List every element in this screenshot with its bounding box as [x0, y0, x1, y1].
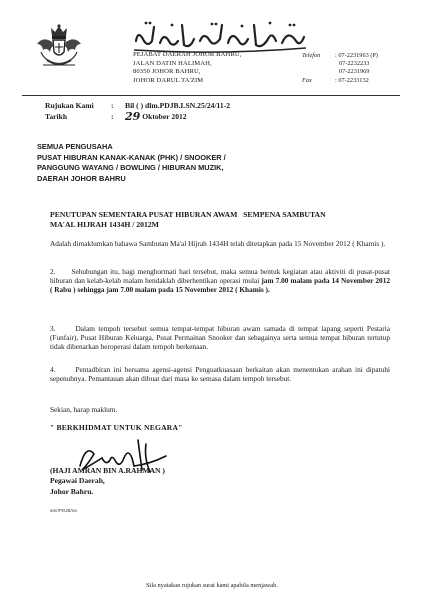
contact-label: Fax	[302, 76, 312, 84]
reference-block	[45, 101, 230, 122]
address-line: 80350 JOHOR BAHRU,	[133, 68, 201, 76]
paragraph-3: 3. Dalam tempoh tersebut semua tempat-tempat hiburan awam samada di tempat lapang seperti Pestaria (Funfair), Pusat Hiburan Keluarga, Pusat Permainan Snooker dan sebagainya serta semua tempat hiburan tertutup tidak dibenarkan beroperasi dalam tempoh berkenaan.	[50, 324, 392, 352]
contact-row	[302, 52, 378, 60]
contact-value: : 07-2231963 (P)	[335, 52, 379, 59]
subject-line: PENUTUPAN SEMENTARA PUSAT HIBURAN AWAM SEMPENA SAMBUTAN	[50, 210, 326, 219]
paragraph-2-bold-period: jam 7.00 malam pada 14 November 2012 ( Rabu ) sehingga jam 7.00 malam pada 15 November 2012 ( Khamis ).	[50, 276, 392, 295]
address-line: PEJABAT DAERAH JOHOR BAHRU,	[133, 51, 242, 58]
jawi-calligraphy-header	[130, 17, 310, 55]
handwritten-date-day: 29	[125, 109, 141, 123]
reference-colon: :	[111, 101, 114, 110]
recipient-line: SEMUA PENGUSAHA	[37, 142, 113, 151]
address-line: JOHOR DARUL TA'ZIM	[133, 76, 204, 84]
signatory-name: (HAJI AMRAN BIN A.RAHMAN )	[50, 466, 165, 475]
contact-value: 07-2232233	[339, 60, 370, 68]
signatory-block	[50, 466, 165, 497]
paragraph-4: 4. Pentadbiran ini bersama agensi-agensi Penguatkuasaan berkaitan akan menentukan arahan ini dipatuhi sepenuhnya. Pemantauan akan dibuat dari masa ke semasa dalam tempoh tersebut.	[50, 365, 392, 384]
recipient-line: PANGGUNG WAYANG / BOWLING / HIBURAN MUZIK,	[37, 163, 224, 173]
address-line: JALAN DATIN HALIMAH,	[133, 59, 212, 67]
contact-label	[302, 60, 335, 68]
state-crest-logo	[33, 22, 85, 72]
subject-line: MA'AL HIJRAH 1434H / 2012M	[50, 220, 159, 229]
date-month-year: Oktober 2012	[140, 111, 187, 121]
paragraph-1: Adalah dimaklumkan bahawa Sambutan Ma'al Hijrah 1434H telah ditetapkan pada 15 November 2012 ( Khamis ).	[50, 239, 386, 248]
signatory-title: Pegawai Daerah,	[50, 476, 105, 486]
closing-line: Sekian, harap maklum.	[50, 405, 118, 414]
date-colon: :	[111, 111, 114, 121]
letter-subject	[50, 210, 390, 230]
date-row	[45, 109, 230, 123]
recipient-line: PUSAT HIBURAN KANAK-KANAK (PHK) / SNOOKER /	[37, 152, 226, 162]
office-address	[133, 51, 241, 85]
reference-label: Rujukan Kami	[45, 101, 94, 110]
recipient-block	[37, 142, 226, 185]
date-label: Tarikh	[45, 111, 68, 121]
contact-row	[302, 60, 378, 68]
paragraph-2-text: 2. Sehubungan itu, bagi menghormati hari tersebut, maka semua bentuk kegiatan atau aktiviti di pusat-pusat hiburan dan kelab-kelab malam hendaklah diberhentikan operasi mulai	[50, 267, 392, 286]
recipient-line: DAERAH JOHOR BAHRU	[37, 174, 126, 184]
header-divider	[22, 95, 400, 96]
reference-value: Bil ( ) dlm.PDJB.LSN.25/24/11-2	[125, 101, 231, 110]
reference-initials: amr/PDJB/na	[50, 508, 77, 513]
office-contacts	[302, 52, 378, 85]
motto: " BERKHIDMAT UNTUK NEGARA"	[50, 423, 183, 432]
signatory-place: Johor Bahru.	[50, 486, 94, 496]
contact-label	[302, 68, 335, 76]
footer-note: Sila nyatakan rujukan surat kami apabila menjawab.	[146, 582, 278, 589]
contact-row	[302, 77, 378, 85]
contact-value: 07-2231969	[339, 68, 370, 76]
paragraph-2	[50, 267, 390, 295]
contact-row	[302, 68, 378, 76]
contact-label: Telefon	[302, 52, 321, 59]
contact-value: : 07-2233132	[335, 76, 369, 84]
